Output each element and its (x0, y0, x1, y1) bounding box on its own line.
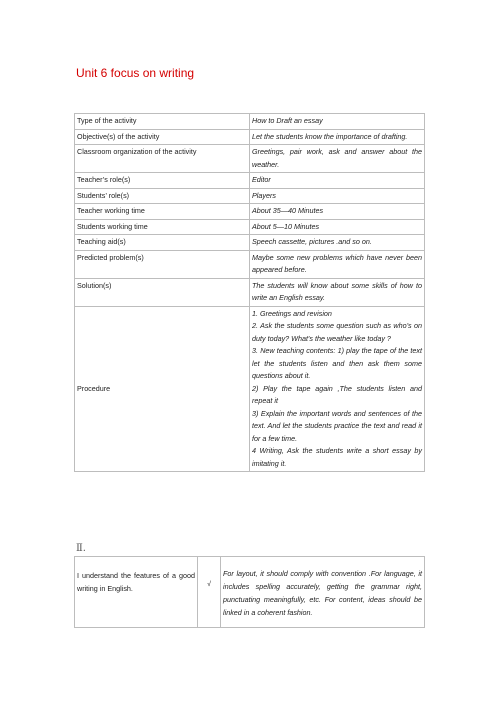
table-row (75, 145, 425, 173)
explanation-cell: For layout, it should comply with convention .For language, it includes spelling accurately, getting the grammar right, punctuating meaningfully, etc. For content, ideas should be linked in a coherent fashion. (221, 557, 425, 628)
row-value: How to Draft an essay (250, 114, 425, 130)
row-label: Teacher’s role(s) (75, 173, 250, 189)
table-row (75, 250, 425, 278)
row-label: Solution(s) (75, 278, 250, 306)
table-row (75, 219, 425, 235)
row-value: The students will know about some skills of how to write an English essay. (250, 278, 425, 306)
procedure-step: 1. Greetings and revision (252, 308, 332, 318)
row-label: Classroom organization of the activity (75, 145, 250, 173)
checkmark-icon: √ (207, 581, 211, 588)
table-row (75, 278, 425, 306)
procedure-step: 2. Ask the students some question such as who’s on duty today? What’s the weather like today ? (252, 321, 422, 343)
procedure-row (75, 306, 425, 472)
row-label: Teaching aid(s) (75, 235, 250, 251)
row-value: About 5—10 Minutes (250, 219, 425, 235)
row-value: Editor (250, 173, 425, 189)
row-value: Players (250, 188, 425, 204)
row-value: Let the students know the importance of drafting. (250, 129, 425, 145)
row-value: Greetings, pair work, ask and answer about the weather. (250, 145, 425, 173)
row-label: Teacher working time (75, 204, 250, 220)
row-value: Maybe some new problems which have never been appeared before. (250, 250, 425, 278)
row-label: Predicted problem(s) (75, 250, 250, 278)
row-label: Students working time (75, 219, 250, 235)
table-row (75, 204, 425, 220)
section-heading: Ⅱ. (76, 543, 86, 554)
row-label: Type of the activity (75, 114, 250, 130)
table-row (75, 173, 425, 189)
row-value: Speech cassette, pictures .and so on. (250, 235, 425, 251)
page-title: Unit 6 focus on writing (76, 66, 195, 80)
table-row (75, 235, 425, 251)
table-row (75, 114, 425, 130)
procedure-step: 3) Explain the important words and sentences of the text. And let the students practice the text and read it for a few time. (252, 408, 422, 443)
procedure-step: 4 Writing, Ask the students write a short essay by imitating it. (252, 446, 422, 468)
procedure-step: 3. New teaching contents: 1) play the tape of the text let the students listen and then ask them some questions about it. (252, 346, 422, 380)
procedure-step: 2) Play the tape again ,The students listen and repeat it (252, 383, 422, 405)
row-label: Students’ role(s) (75, 188, 250, 204)
self-assessment-table (74, 556, 425, 628)
row-label: Objective(s) of the activity (75, 129, 250, 145)
procedure-steps (250, 306, 425, 472)
table-row (75, 557, 425, 628)
procedure-label: Procedure (75, 306, 250, 472)
activity-table (74, 113, 425, 472)
row-value: About 35—40 Minutes (250, 204, 425, 220)
table-row (75, 188, 425, 204)
table-row (75, 129, 425, 145)
statement-cell: I understand the features of a good writing in English. (75, 557, 198, 628)
